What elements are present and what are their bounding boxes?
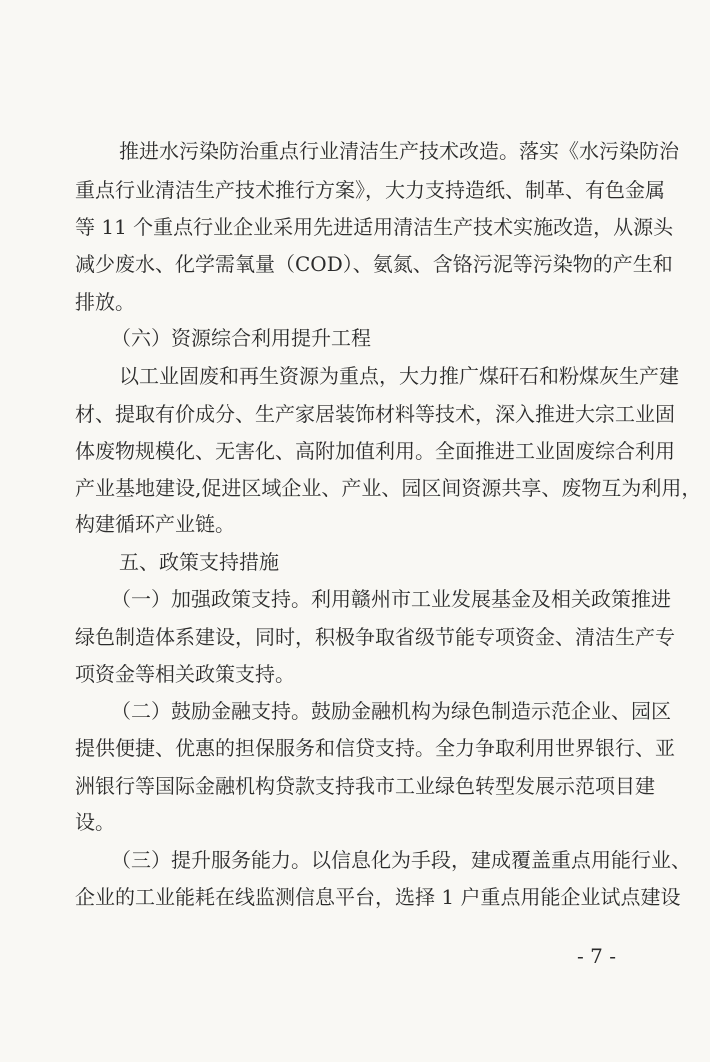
page-number: - 7 - xyxy=(577,944,616,968)
body-line: 重点行业清洁生产技术推行方案》，大力支持造纸、制革、有色金属 xyxy=(75,178,665,202)
body-line: 减少废水、化学需氧量（COD）、氨氮、含铬污泥等污染物的产生和 xyxy=(75,252,673,276)
body-line: 排放。 xyxy=(75,290,135,314)
body-line: 构建循环产业链。 xyxy=(75,512,235,536)
body-line: （一）加强政策支持。利用赣州市工业发展基金及相关政策推进 xyxy=(111,587,671,611)
section-heading: （六）资源综合利用提升工程 xyxy=(111,326,371,350)
body-line: 设。 xyxy=(75,810,115,834)
body-line: 推进水污染防治重点行业清洁生产技术改造。落实《水污染防治 xyxy=(119,139,679,163)
body-line: 提供便捷、优惠的担保服务和信贷支持。全力争取利用世界银行、亚 xyxy=(75,736,675,760)
body-line: 洲银行等国际金融机构贷款支持我市工业绿色转型发展示范项目建 xyxy=(75,774,655,798)
body-line: 项资金等相关政策支持。 xyxy=(75,662,295,686)
body-line: 以工业固废和再生资源为重点，大力推广煤矸石和粉煤灰生产建 xyxy=(119,364,679,388)
chapter-heading: 五、政策支持措施 xyxy=(119,550,279,574)
body-line: 绿色制造体系建设，同时，积极争取省级节能专项资金、清洁生产专 xyxy=(75,625,675,649)
body-line: 体废物规模化、无害化、高附加值利用。全面推进工业固废综合利用 xyxy=(75,439,675,463)
body-line: （三）提升服务能力。以信息化为手段，建成覆盖重点用能行业、 xyxy=(111,848,691,872)
body-line: 等 11 个重点行业企业采用先进适用清洁生产技术实施改造，从源头 xyxy=(75,215,674,239)
body-line: 产业基地建设,促进区域企业、产业、园区间资源共享、废物互为利用， xyxy=(75,476,702,500)
body-line: （二）鼓励金融支持。鼓励金融机构为绿色制造示范企业、园区 xyxy=(111,699,671,723)
body-line: 企业的工业能耗在线监测信息平台，选择 1 户重点用能企业试点建设 xyxy=(75,885,681,909)
body-line: 材、提取有价成分、生产家居装饰材料等技术，深入推进大宗工业固 xyxy=(75,402,675,426)
